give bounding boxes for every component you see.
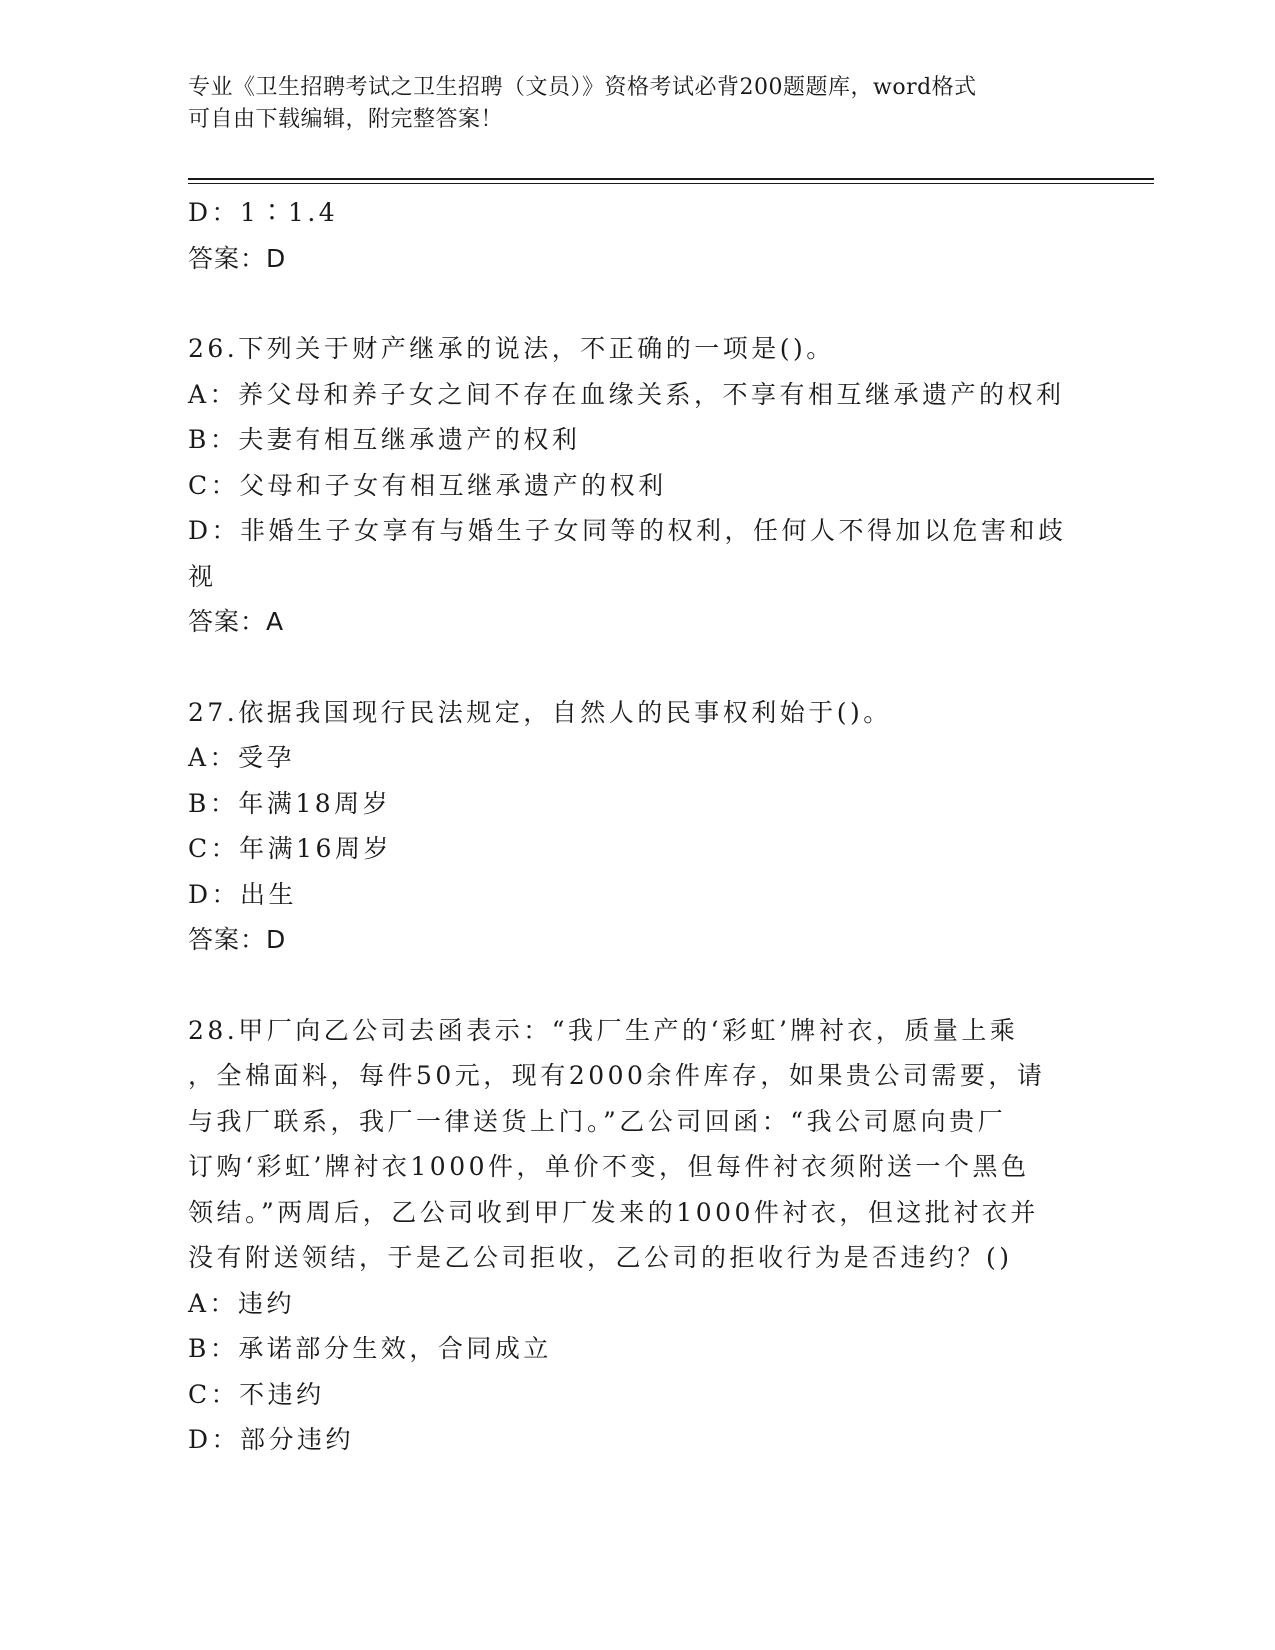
spacer — [188, 963, 1078, 1008]
option-c: C：父母和子女有相互继承遗产的权利 — [188, 470, 667, 500]
question-26 — [188, 326, 1078, 645]
option-d: D：出生 — [188, 879, 298, 909]
header-divider-thick — [188, 178, 1154, 180]
option-b: B：年满18周岁 — [188, 788, 392, 818]
option-a: A：受孕 — [188, 743, 296, 772]
question-28 — [188, 1008, 1078, 1463]
option-d-line-1: D：非婚生子女享有与婚生子女同等的权利，任何人不得加以危害和歧 — [188, 516, 1067, 545]
spacer — [188, 281, 1078, 326]
option-d: D：部分违约 — [188, 1425, 355, 1454]
question-stem-line-5: 领结。”两周后，乙公司收到甲厂发来的1000件衬衣，但这批衬衣并 — [188, 1197, 1039, 1227]
option-a: A：养父母和养子女之间不存在血缘关系，不享有相互继承遗产的权利 — [188, 379, 1065, 409]
question-stem: 26.下列关于财产继承的说法，不正确的一项是()。 — [188, 334, 835, 363]
question-27 — [188, 690, 1078, 963]
header-line-2: 可自由下载编辑，附完整答案！ — [188, 107, 504, 132]
document-header — [188, 72, 1088, 136]
header-line-1: 专业《卫生招聘考试之卫生招聘（文员）》资格考试必背200题题库，word格式 — [188, 75, 977, 100]
option-c: C：年满16周岁 — [188, 834, 392, 863]
answer: 答案：A — [188, 607, 285, 636]
header-divider-thin — [188, 183, 1154, 184]
option-b: B：承诺部分生效，合同成立 — [188, 1334, 552, 1363]
question-stem-line-1: 28.甲厂向乙公司去函表示：“我厂生产的‘彩虹’牌衬衣，质量上乘 — [188, 1015, 1019, 1045]
document-body — [188, 190, 1078, 1463]
answer: 答案：D — [188, 925, 287, 954]
spacer — [188, 645, 1078, 690]
question-stem-line-2: ，全棉面料，每件50元，现有2000余件库存，如果贵公司需要，请 — [188, 1061, 1046, 1090]
option-d: D：1∶1.4 — [188, 198, 339, 227]
question-25-tail — [188, 190, 1078, 281]
question-stem-line-3: 与我厂联系，我厂一律送货上门。”乙公司回函：“我公司愿向贵厂 — [188, 1106, 1007, 1136]
question-stem: 27.依据我国现行民法规定，自然人的民事权利始于()。 — [188, 697, 892, 727]
question-stem-line-6: 没有附送领结，于是乙公司拒收，乙公司的拒收行为是否违约？() — [188, 1243, 1013, 1272]
option-b: B：夫妻有相互继承遗产的权利 — [188, 425, 581, 454]
option-c: C：不违约 — [188, 1379, 325, 1409]
option-a: A：违约 — [188, 1288, 296, 1318]
option-d-line-2: 视 — [188, 561, 217, 591]
question-stem-line-4: 订购‘彩虹’牌衬衣1000件，单价不变，但每件衬衣须附送一个黑色 — [188, 1152, 1030, 1181]
answer: 答案：D — [188, 243, 287, 273]
